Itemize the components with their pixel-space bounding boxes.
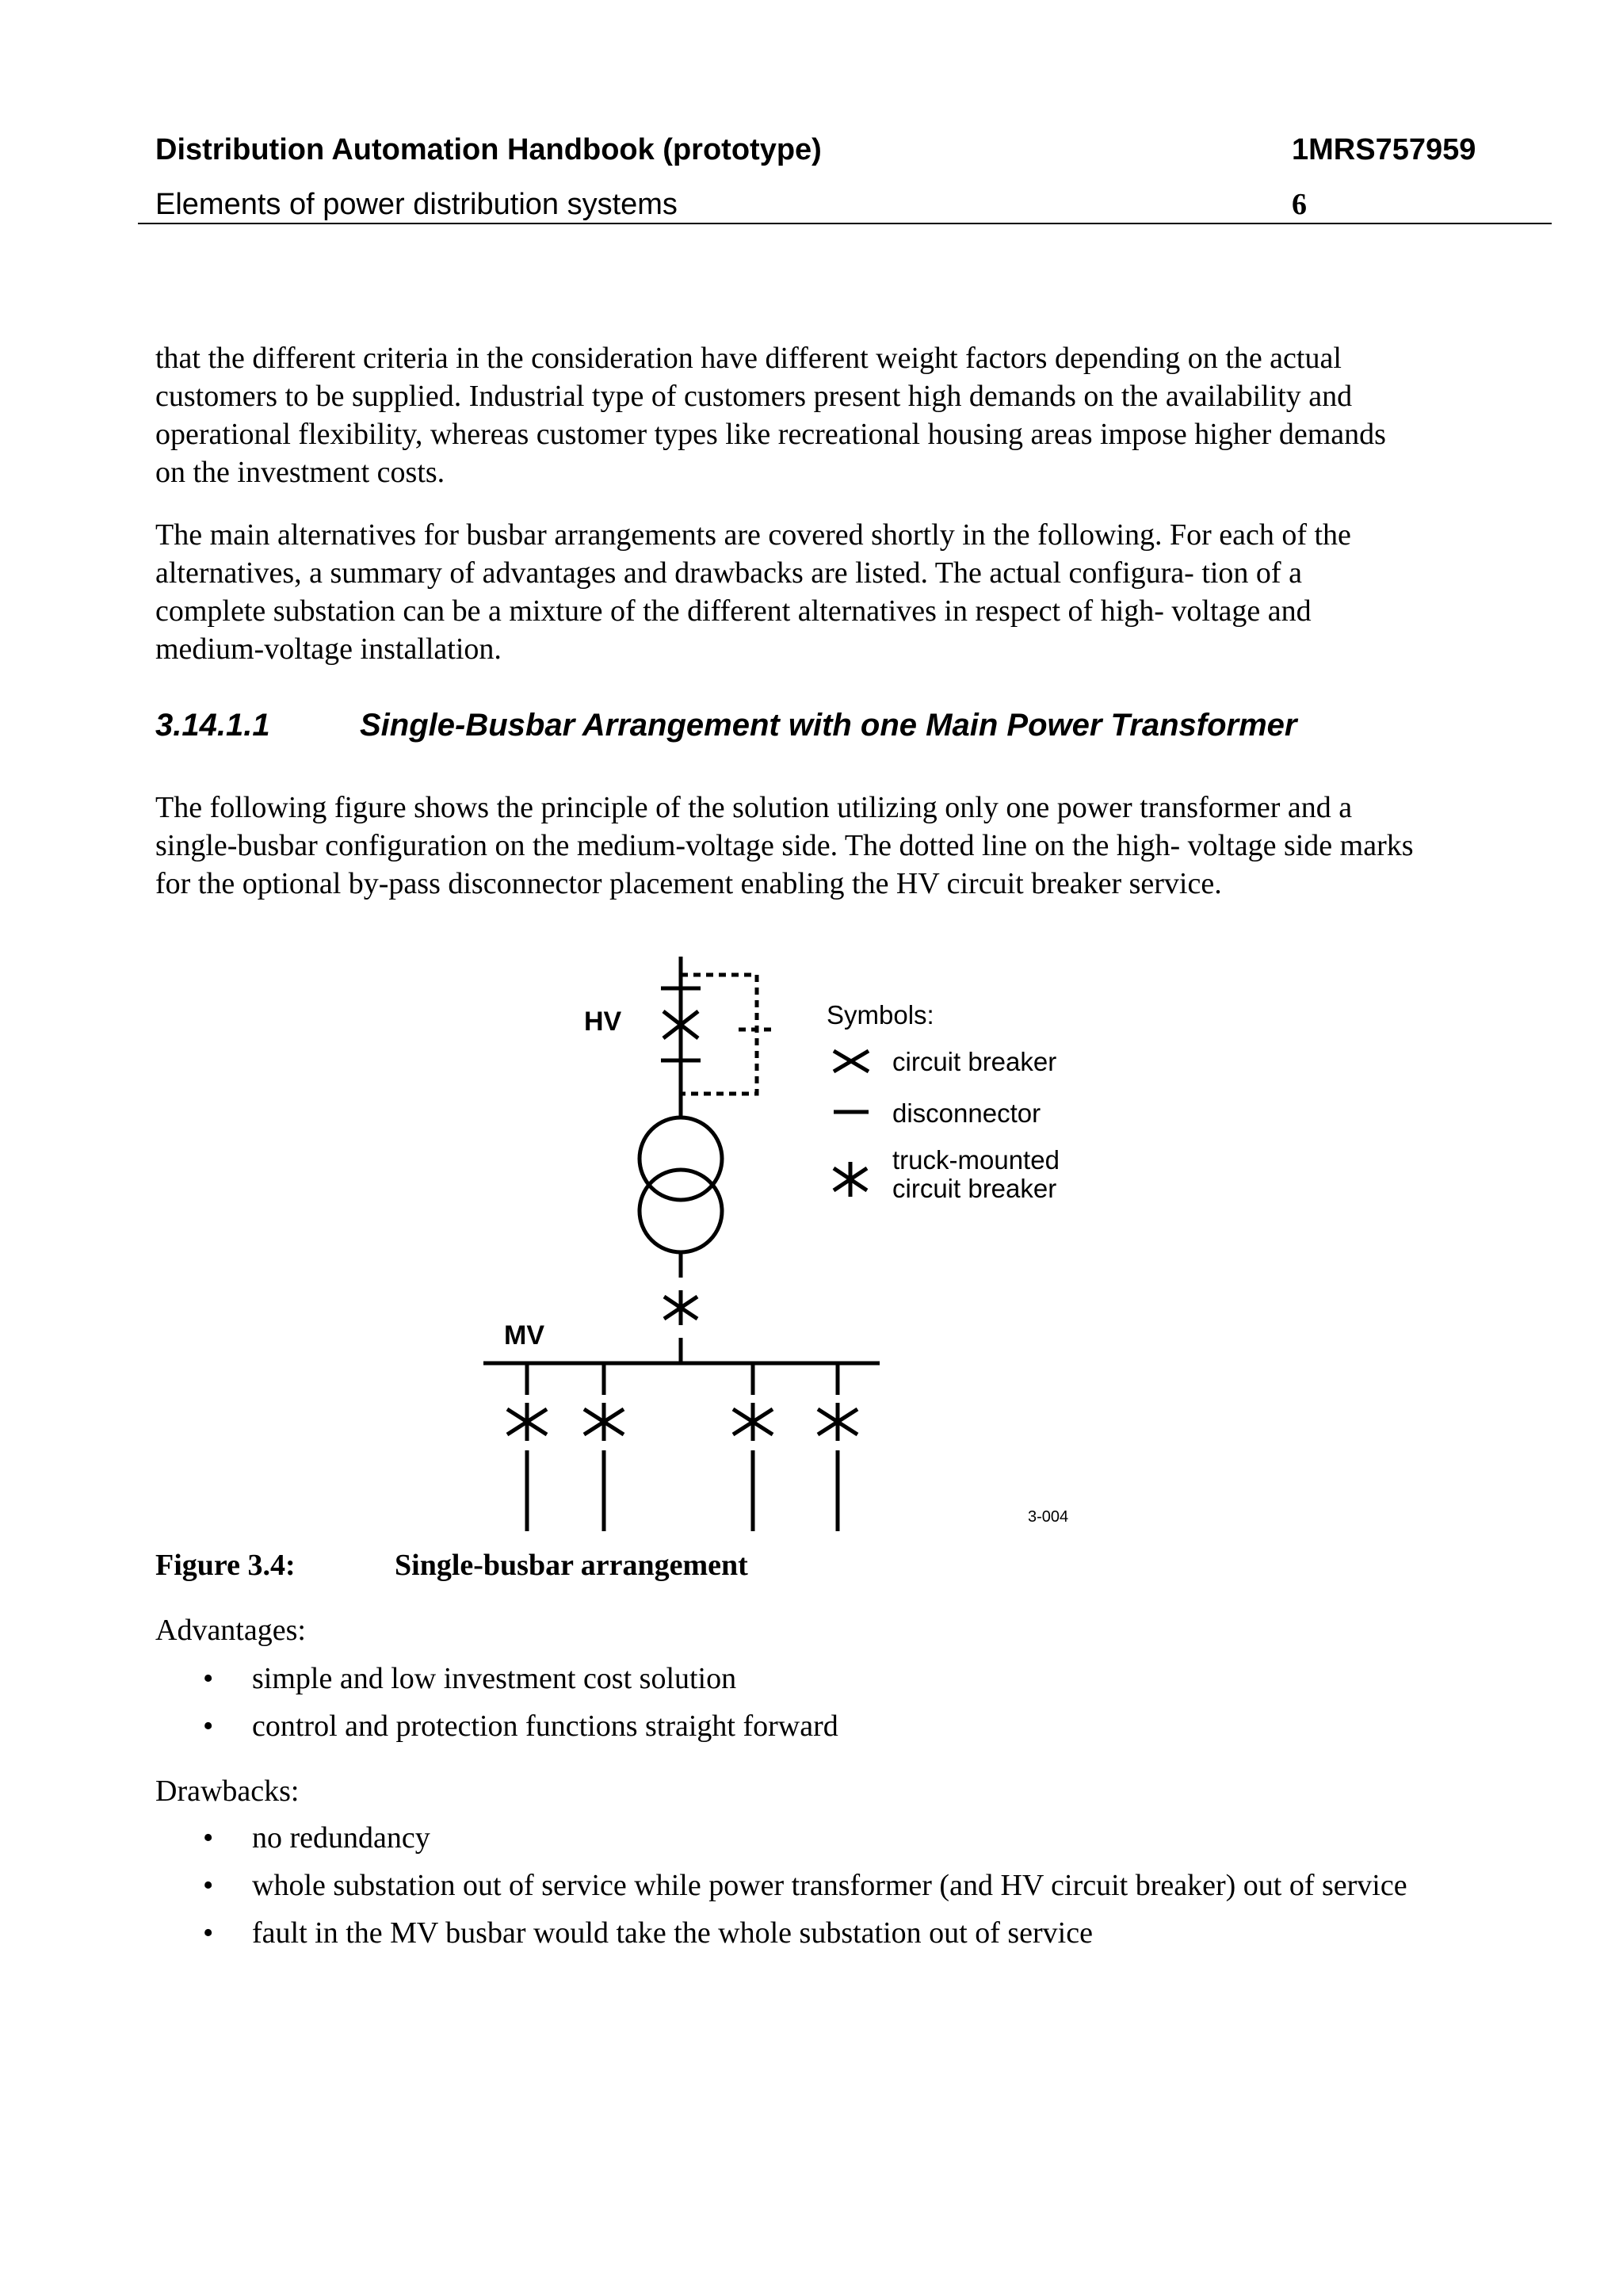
bullet-icon: • <box>203 1916 214 1950</box>
advantage-text: simple and low investment cost solution <box>252 1662 737 1695</box>
list-item <box>155 1660 1423 1697</box>
bullet-icon: • <box>203 1821 214 1855</box>
hv-circuit-breaker-stroke <box>663 1011 698 1038</box>
bullet-icon: • <box>203 1662 214 1695</box>
header-divider <box>138 223 1552 224</box>
figure-caption <box>155 1547 748 1584</box>
list-item <box>155 1820 1423 1856</box>
list-item <box>155 1867 1423 1904</box>
drawbacks-label: Drawbacks: <box>155 1775 300 1808</box>
hv-circuit-breaker <box>663 1011 698 1038</box>
header-doc-number: 1MRS757959 <box>1292 133 1476 166</box>
legend-circuit-breaker-symbol <box>834 1051 869 1072</box>
advantages-list <box>155 1660 1423 1755</box>
header-title: Distribution Automation Handbook (prototype) <box>155 133 822 166</box>
bullet-icon: • <box>203 1869 214 1902</box>
power-transformer-symbol <box>640 1117 722 1252</box>
list-item <box>155 1708 1423 1744</box>
legend-truck-label-line1: truck-mounted <box>892 1145 1060 1175</box>
symbols-title: Symbols: <box>827 1000 934 1030</box>
figure-caption-text: Single-busbar arrangement <box>395 1549 748 1582</box>
advantages-label: Advantages: <box>155 1614 306 1647</box>
drawback-text: whole substation out of service while power transformer (and HV circuit breaker) out of service <box>252 1869 1407 1902</box>
legend-truck-label-line2: circuit breaker <box>892 1174 1057 1203</box>
bypass-dotted-line <box>681 975 775 1094</box>
feeder-1 <box>507 1365 547 1531</box>
incomer-truck-mounted-breaker <box>664 1290 697 1325</box>
figure-caption-number: Figure 3.4: <box>155 1549 296 1582</box>
feeder-4 <box>818 1365 857 1531</box>
drawbacks-list <box>155 1820 1423 1962</box>
legend-truck-breaker-symbol <box>834 1162 867 1197</box>
figure-id: 3-004 <box>1028 1508 1069 1526</box>
section-heading <box>155 706 1296 744</box>
feeder-2 <box>584 1365 624 1531</box>
drawback-text: fault in the MV busbar would take the whole substation out of service <box>252 1916 1093 1950</box>
body-paragraph-1: that the different criteria in the consideration have different weight factors depending on the actual customers to be supplied. Industrial type of customers present high demands on the availability and operational flexibility, whereas customer types like recreational housing areas impose higher demands on the investment costs. <box>155 342 1386 489</box>
feeder-3 <box>733 1365 773 1531</box>
hv-label: HV <box>584 1007 622 1037</box>
section-heading-text: Single-Busbar Arrangement with one Main Power Transformer <box>360 708 1297 743</box>
legend-disconnector-label: disconnector <box>892 1098 1041 1128</box>
body-paragraph-2: The main alternatives for busbar arrangements are covered shortly in the following. For each of the alternatives, a summary of advantages and drawbacks are listed. The actual configura- tion of a complete substation can be a mixture of the different alternatives in respect of high- voltage and medium-voltage installation. <box>155 518 1351 666</box>
section-heading-number: 3.14.1.1 <box>155 708 270 743</box>
body-paragraph-3: The following figure shows the principle of the solution utilizing only one power transformer and a single-busbar configuration on the medium-voltage side. The dotted line on the high- voltage side marks for the optional by-pass disconnector placement enabling the HV circuit breaker service. <box>155 791 1414 900</box>
drawback-text: no redundancy <box>252 1821 430 1855</box>
list-item <box>155 1915 1423 1951</box>
header-section: Elements of power distribution systems <box>155 188 678 221</box>
advantage-text: control and protection functions straight forward <box>252 1710 838 1743</box>
header-page-number: 6 <box>1292 188 1307 221</box>
bullet-icon: • <box>203 1710 214 1743</box>
legend-circuit-breaker-label: circuit breaker <box>892 1047 1057 1076</box>
mv-label: MV <box>504 1320 544 1350</box>
